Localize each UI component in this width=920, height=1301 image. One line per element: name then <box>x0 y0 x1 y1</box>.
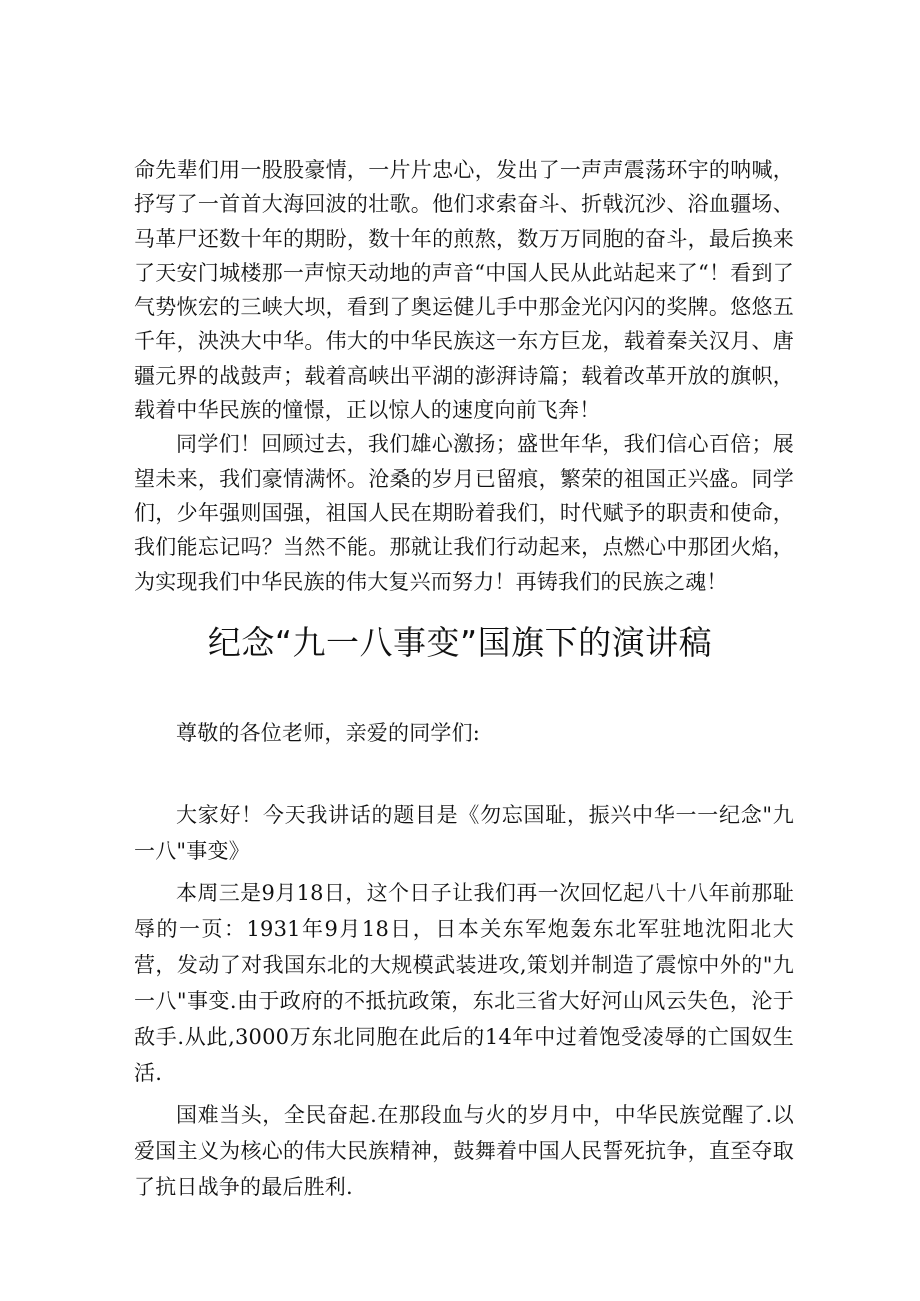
paragraph-history: 本周三是9月18日，这个日子让我们再一次回忆起八十八年前那耻辱的一页：1931年9月18日，日本关东军炮轰东北军驻地沈阳北大营，发动了对我国东北的大规模武装进攻,策划并制造了震惊中外的"九一八"事变.由于政府的不抵抗政策，东北三省大好河山风云失色，沦于敌手.从此,3000万东北同胞在此后的14年中过着饱受凌辱的亡国奴生活. <box>134 881 794 1085</box>
paragraph-classmates: 同学们！回顾过去，我们雄心激扬；盛世年华，我们信心百倍；展望未来，我们豪情满怀。沧桑的岁月已留痕，繁荣的祖国正兴盛。同学们，少年强则国强，祖国人民在期盼着我们，时代赋予的职责和使命，我们能忘记吗？当然不能。那就让我们行动起来，点燃心中那团火焰，为实现我们中华民族的伟大复兴而努力！再铸我们的民族之魂！ <box>134 432 794 594</box>
salutation: 尊敬的各位老师，亲爱的同学们: <box>176 721 481 745</box>
paragraph-greeting: 大家好！今天我讲话的题目是《勿忘国耻，振兴中华一一纪念"九一八"事变》 <box>134 803 794 863</box>
speech-body-section <box>134 797 794 1205</box>
continued-speech-section <box>134 153 794 599</box>
paragraph-continued: 命先辈们用一股股豪情，一片片忠心，发出了一声声震荡环宇的呐喊，抒写了一首首大海回波的壮歌。他们求索奋斗、折戟沉沙、浴血疆场、马革尸还数十年的期盼，数十年的煎熬，数万万同胞的奋斗，最后换来了天安门城楼那一声惊天动地的声音“中国人民从此站起来了“！看到了气势恢宏的三峡大坝，看到了奥运健儿手中那金光闪闪的奖牌。悠悠五千年，泱泱大中华。伟大的中华民族这一东方巨龙，载着秦关汉月、唐疆元界的战鼓声；载着高峡出平湖的澎湃诗篇；载着改革开放的旗帜，载着中华民族的憧憬，正以惊人的速度向前飞奔！ <box>134 158 794 423</box>
page-title: 纪念“九一八事变”国旗下的演讲稿 <box>207 623 713 662</box>
paragraph-awakening: 国难当头，全民奋起.在那段血与火的岁月中，中华民族觉醒了.以爱国主义为核心的伟大民族精神，鼓舞着中国人民誓死抗争，直至夺取了抗日战争的最后胜利. <box>134 1103 794 1199</box>
salutation-section <box>134 716 794 750</box>
